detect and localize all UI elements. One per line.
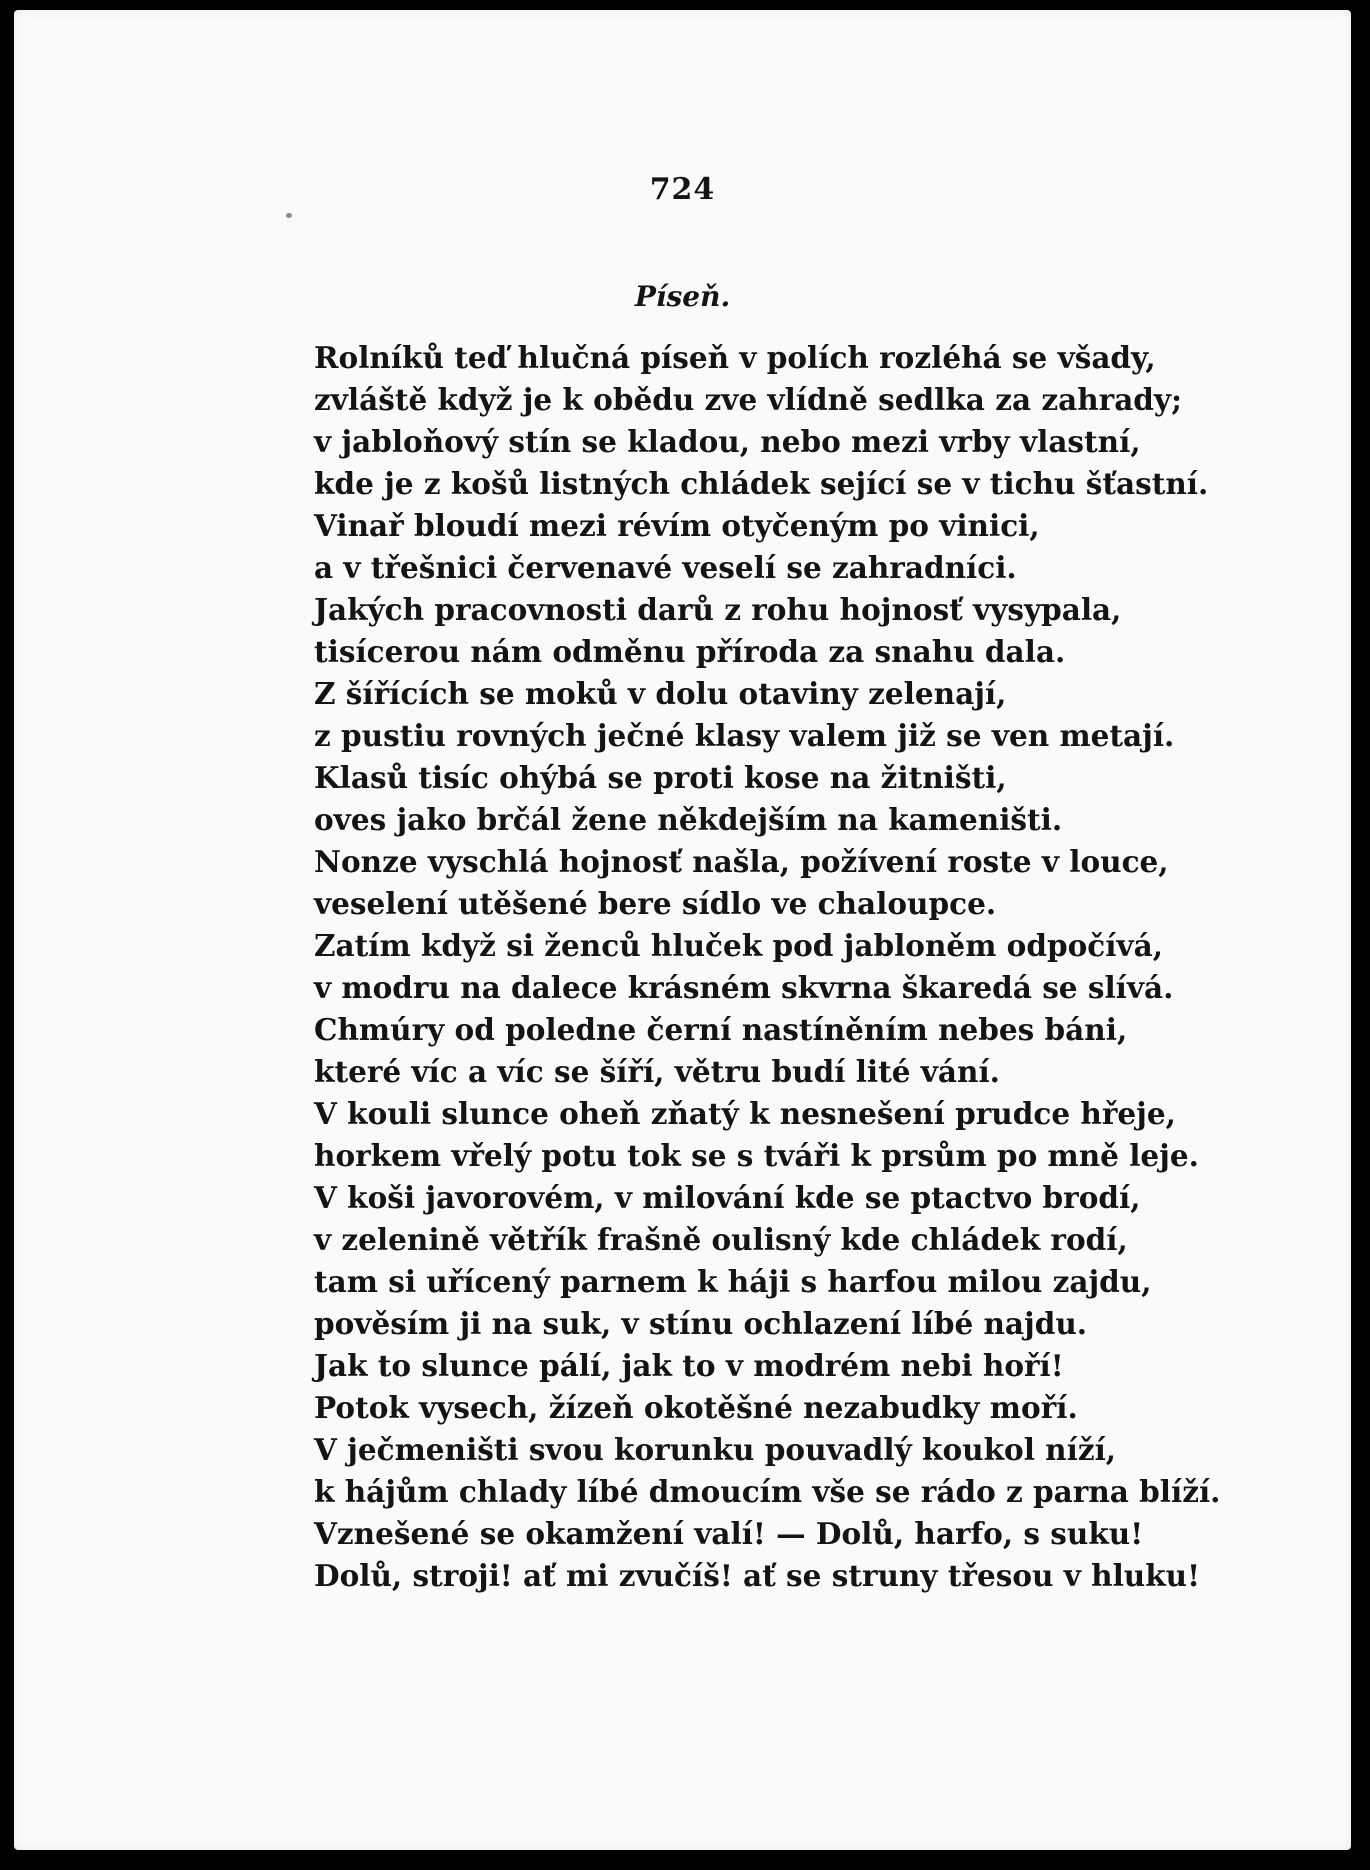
poem-line: V koši javorovém, v milování kde se ptactvo brodí, [314,1180,1141,1215]
poem-line: Dolů, stroji! ať mi zvučíš! ať se struny třesou v hluku! [314,1558,1201,1593]
poem-line: Z šířících se moků v dolu otaviny zelenají, [314,676,1007,711]
poem-line: Rolníků teď hlučná píseň v polích rozléhá se všady, [314,340,1156,375]
poem-line: Chmúry od poledne černí nastíněním nebes báni, [314,1012,1128,1047]
poem-line: zvláště když je k obědu zve vlídně sedlka za zahrady; [314,382,1182,417]
poem-line: pověsím ji na suk, v stínu ochlazení líbé najdu. [314,1306,1088,1341]
poem-line: Klasů tisíc ohýbá se proti kose na žitništi, [314,760,1007,795]
poem-line: oves jako brčál žene někdejším na kameništi. [314,802,1063,837]
poem-line: k hájům chlady líbé dmoucím vše se rádo z parna blíží. [314,1474,1221,1509]
poem-line: horkem vřelý potu tok se s tváři k prsům po mně leje. [314,1138,1199,1173]
poem-line: V kouli slunce oheň zňatý k nesnešení prudce hřeje, [314,1096,1176,1131]
page-number: 724 [649,172,716,207]
book-page [14,10,1351,1850]
poem-line: a v třešnici červenavé veselí se zahradníci. [314,550,1017,585]
poem-line: veselení utěšené bere sídlo ve chaloupce. [314,886,997,921]
poem-line: kde je z košů listných chládek sející se v tichu šťastní. [314,466,1209,501]
poem-line: Vinař bloudí mezi révím otyčeným po vinici, [314,508,1040,543]
poem-body [314,337,1314,1597]
poem-line: z pustiu rovných ječné klasy valem již se ven metají. [314,718,1175,753]
poem-line: Nonze vyschlá hojnosť našla, požívení roste v louce, [314,844,1169,879]
poem-line: které víc a víc se šíří, větru budí lité vání. [314,1054,1000,1089]
poem-line: v zelenině větřík frašně oulisný kde chládek rodí, [314,1222,1128,1257]
poem-line: Potok vysech, žízeň okotěšné nezabudky moří. [314,1390,1078,1425]
poem-line: Jakých pracovnosti darů z rohu hojnosť vysypala, [314,592,1122,627]
poem-line: v modru na dalece krásném skvrna škaredá se slívá. [314,970,1174,1005]
poem-title: Píseň. [634,280,731,313]
poem-line: Vznešené se okamžení valí! — Dolů, harfo, s suku! [314,1516,1144,1551]
poem-line: V ječmeništi svou korunku pouvadlý koukol níží, [314,1432,1117,1467]
poem-line: tisícerou nám odměnu příroda za snahu dala. [314,634,1066,669]
poem-line: v jabloňový stín se kladou, nebo mezi vrby vlastní, [314,424,1141,459]
poem-line: tam si uřícený parnem k háji s harfou milou zajdu, [314,1264,1152,1299]
poem-line: Zatím když si ženců hluček pod jabloněm odpočívá, [314,928,1163,963]
poem-line: Jak to slunce pálí, jak to v modrém nebi hoří! [314,1348,1064,1383]
paper-speck [286,213,292,218]
